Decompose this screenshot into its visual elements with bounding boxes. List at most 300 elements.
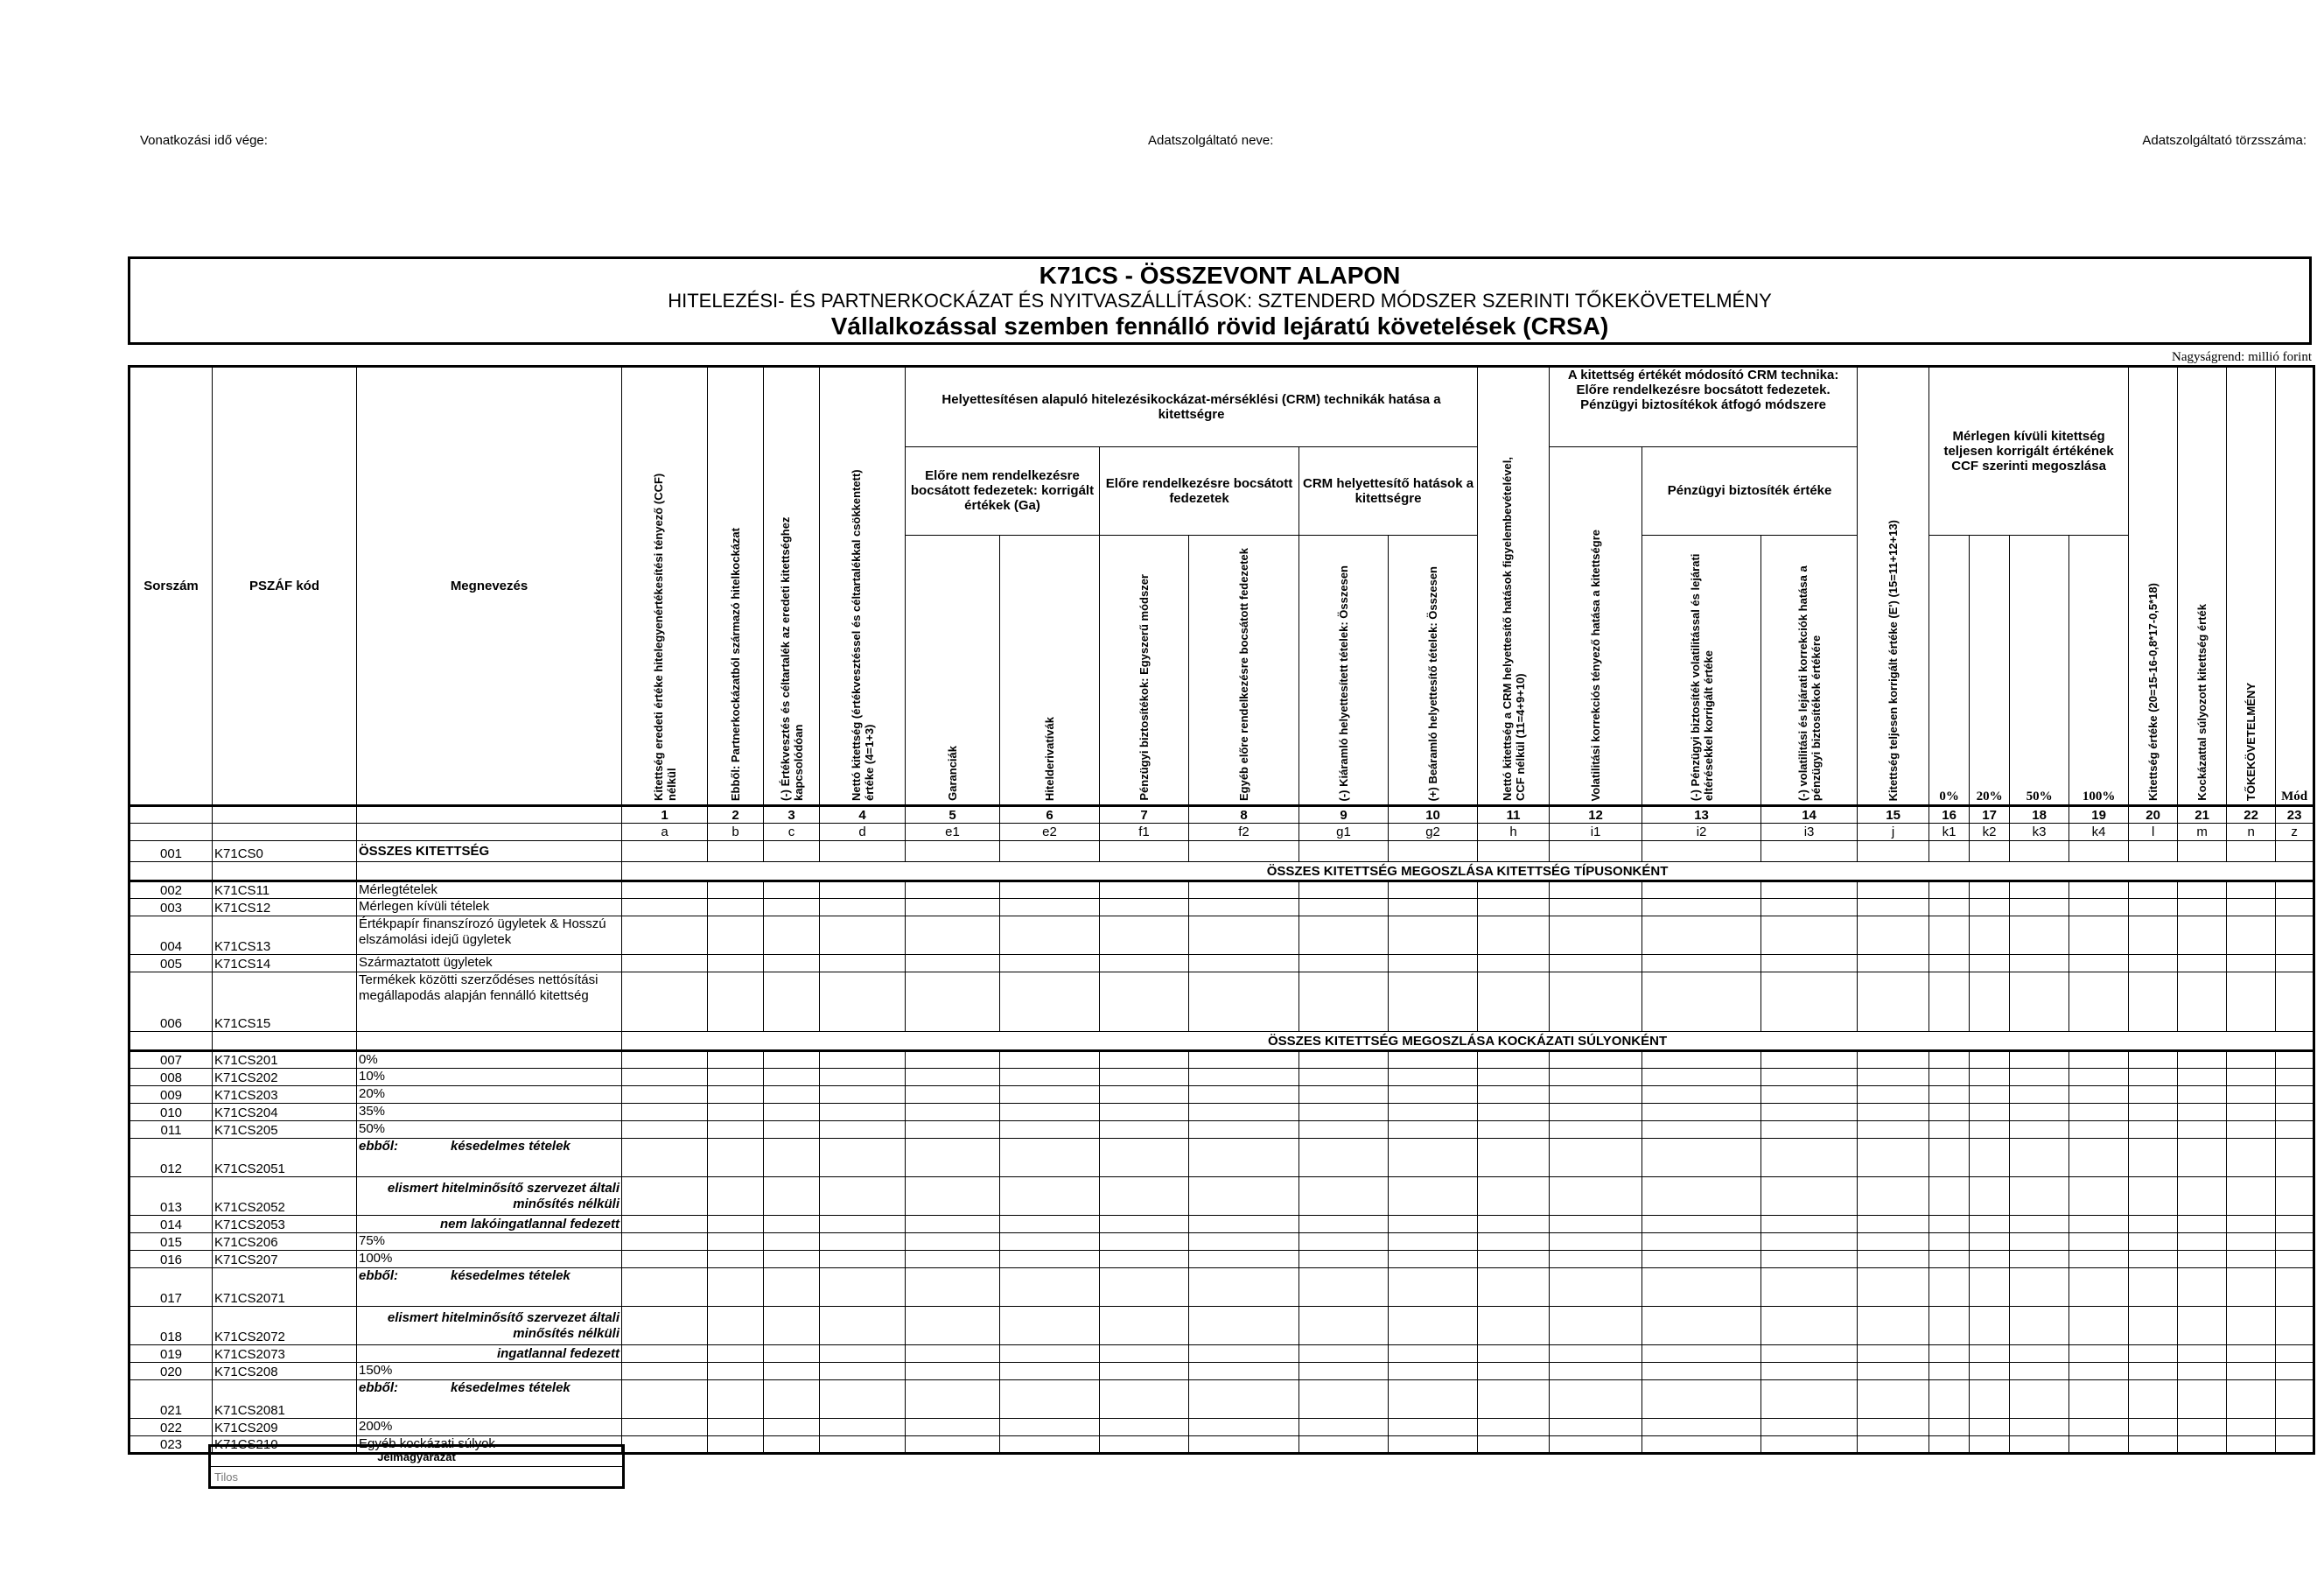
value-cell[interactable] (1761, 1086, 1858, 1104)
value-cell[interactable] (2010, 1216, 2069, 1233)
value-cell[interactable] (2178, 1233, 2227, 1251)
value-cell[interactable] (2276, 1086, 2314, 1104)
value-cell[interactable] (2069, 1307, 2129, 1345)
value-cell[interactable] (2010, 1251, 2069, 1268)
value-cell[interactable] (2178, 1086, 2227, 1104)
value-cell[interactable] (2178, 1216, 2227, 1233)
value-cell[interactable] (1389, 955, 1478, 972)
value-cell[interactable] (1389, 1307, 1478, 1345)
value-cell[interactable] (2129, 1216, 2178, 1233)
value-cell[interactable] (1761, 1177, 1858, 1216)
value-cell[interactable] (820, 1307, 906, 1345)
value-cell[interactable] (764, 1436, 820, 1454)
value-cell[interactable] (1389, 881, 1478, 899)
value-cell[interactable] (1970, 1233, 2010, 1251)
value-cell[interactable] (1478, 1086, 1550, 1104)
value-cell[interactable] (2276, 1216, 2314, 1233)
value-cell[interactable] (1929, 1086, 1970, 1104)
value-cell[interactable] (2178, 1380, 2227, 1419)
value-cell[interactable] (1100, 1069, 1189, 1086)
value-cell[interactable] (1642, 1069, 1761, 1086)
value-cell[interactable] (1478, 841, 1550, 862)
value-cell[interactable] (1189, 1436, 1299, 1454)
value-cell[interactable] (622, 1051, 708, 1069)
value-cell[interactable] (1858, 1436, 1929, 1454)
value-cell[interactable] (2010, 1104, 2069, 1121)
value-cell[interactable] (1478, 1177, 1550, 1216)
value-cell[interactable] (1929, 916, 1970, 955)
value-cell[interactable] (2227, 1363, 2276, 1380)
value-cell[interactable] (2178, 1104, 2227, 1121)
value-cell[interactable] (1389, 1216, 1478, 1233)
value-cell[interactable] (1858, 1216, 1929, 1233)
value-cell[interactable] (1858, 1104, 1929, 1121)
value-cell[interactable] (1550, 1419, 1642, 1436)
value-cell[interactable] (1189, 1121, 1299, 1139)
value-cell[interactable] (2069, 1086, 2129, 1104)
value-cell[interactable] (2227, 1233, 2276, 1251)
value-cell[interactable] (1389, 1121, 1478, 1139)
value-cell[interactable] (1100, 1345, 1189, 1363)
value-cell[interactable] (1642, 1121, 1761, 1139)
value-cell[interactable] (2129, 1051, 2178, 1069)
value-cell[interactable] (2010, 916, 2069, 955)
value-cell[interactable] (1000, 1051, 1100, 1069)
value-cell[interactable] (764, 1251, 820, 1268)
value-cell[interactable] (1389, 972, 1478, 1032)
value-cell[interactable] (622, 1307, 708, 1345)
value-cell[interactable] (1478, 1139, 1550, 1177)
value-cell[interactable] (1189, 1069, 1299, 1086)
value-cell[interactable] (708, 1380, 764, 1419)
value-cell[interactable] (2069, 1051, 2129, 1069)
value-cell[interactable] (906, 1216, 1000, 1233)
value-cell[interactable] (2178, 1345, 2227, 1363)
value-cell[interactable] (1100, 1086, 1189, 1104)
value-cell[interactable] (1000, 1086, 1100, 1104)
value-cell[interactable] (708, 1419, 764, 1436)
value-cell[interactable] (1189, 899, 1299, 916)
value-cell[interactable] (764, 972, 820, 1032)
value-cell[interactable] (1550, 1051, 1642, 1069)
value-cell[interactable] (2129, 1177, 2178, 1216)
value-cell[interactable] (1389, 1104, 1478, 1121)
value-cell[interactable] (906, 881, 1000, 899)
value-cell[interactable] (820, 916, 906, 955)
value-cell[interactable] (1858, 1086, 1929, 1104)
value-cell[interactable] (1761, 1363, 1858, 1380)
value-cell[interactable] (2069, 841, 2129, 862)
value-cell[interactable] (2178, 1069, 2227, 1086)
value-cell[interactable] (2129, 899, 2178, 916)
value-cell[interactable] (2129, 1139, 2178, 1177)
value-cell[interactable] (820, 1069, 906, 1086)
value-cell[interactable] (1761, 955, 1858, 972)
value-cell[interactable] (2069, 1436, 2129, 1454)
value-cell[interactable] (764, 1177, 820, 1216)
value-cell[interactable] (2178, 955, 2227, 972)
value-cell[interactable] (708, 881, 764, 899)
value-cell[interactable] (2069, 1216, 2129, 1233)
value-cell[interactable] (1000, 1436, 1100, 1454)
value-cell[interactable] (622, 916, 708, 955)
value-cell[interactable] (1929, 1233, 1970, 1251)
value-cell[interactable] (1970, 1177, 2010, 1216)
value-cell[interactable] (820, 955, 906, 972)
value-cell[interactable] (2010, 955, 2069, 972)
value-cell[interactable] (1299, 1363, 1389, 1380)
value-cell[interactable] (1478, 1233, 1550, 1251)
value-cell[interactable] (2227, 1121, 2276, 1139)
value-cell[interactable] (2178, 841, 2227, 862)
value-cell[interactable] (622, 1177, 708, 1216)
value-cell[interactable] (1550, 1268, 1642, 1307)
value-cell[interactable] (1642, 1251, 1761, 1268)
value-cell[interactable] (1000, 955, 1100, 972)
value-cell[interactable] (1642, 1233, 1761, 1251)
value-cell[interactable] (1970, 916, 2010, 955)
value-cell[interactable] (708, 841, 764, 862)
value-cell[interactable] (2227, 1086, 2276, 1104)
value-cell[interactable] (1642, 841, 1761, 862)
value-cell[interactable] (1100, 841, 1189, 862)
value-cell[interactable] (1550, 1139, 1642, 1177)
value-cell[interactable] (1970, 1307, 2010, 1345)
value-cell[interactable] (1642, 916, 1761, 955)
value-cell[interactable] (1550, 1380, 1642, 1419)
value-cell[interactable] (1299, 1345, 1389, 1363)
value-cell[interactable] (1858, 972, 1929, 1032)
value-cell[interactable] (906, 1268, 1000, 1307)
value-cell[interactable] (2227, 972, 2276, 1032)
value-cell[interactable] (1478, 1307, 1550, 1345)
value-cell[interactable] (2010, 1436, 2069, 1454)
value-cell[interactable] (1970, 1104, 2010, 1121)
value-cell[interactable] (1858, 1268, 1929, 1307)
value-cell[interactable] (820, 1121, 906, 1139)
value-cell[interactable] (1858, 1363, 1929, 1380)
value-cell[interactable] (1478, 899, 1550, 916)
value-cell[interactable] (764, 1419, 820, 1436)
value-cell[interactable] (1299, 1233, 1389, 1251)
value-cell[interactable] (1478, 1363, 1550, 1380)
value-cell[interactable] (820, 1216, 906, 1233)
value-cell[interactable] (2069, 955, 2129, 972)
value-cell[interactable] (1100, 1380, 1189, 1419)
value-cell[interactable] (1389, 1363, 1478, 1380)
value-cell[interactable] (1299, 1268, 1389, 1307)
value-cell[interactable] (1761, 1436, 1858, 1454)
value-cell[interactable] (764, 955, 820, 972)
value-cell[interactable] (1858, 1069, 1929, 1086)
value-cell[interactable] (2129, 1233, 2178, 1251)
value-cell[interactable] (1929, 955, 1970, 972)
value-cell[interactable] (820, 1233, 906, 1251)
value-cell[interactable] (820, 972, 906, 1032)
value-cell[interactable] (2010, 972, 2069, 1032)
value-cell[interactable] (1761, 1380, 1858, 1419)
value-cell[interactable] (622, 1121, 708, 1139)
value-cell[interactable] (1929, 1139, 1970, 1177)
value-cell[interactable] (764, 1086, 820, 1104)
value-cell[interactable] (1299, 1380, 1389, 1419)
value-cell[interactable] (1550, 916, 1642, 955)
value-cell[interactable] (1189, 1233, 1299, 1251)
value-cell[interactable] (2069, 1345, 2129, 1363)
value-cell[interactable] (708, 899, 764, 916)
value-cell[interactable] (2178, 1419, 2227, 1436)
value-cell[interactable] (1929, 1345, 1970, 1363)
value-cell[interactable] (764, 916, 820, 955)
value-cell[interactable] (1550, 881, 1642, 899)
value-cell[interactable] (1858, 841, 1929, 862)
value-cell[interactable] (2010, 1380, 2069, 1419)
value-cell[interactable] (708, 1233, 764, 1251)
value-cell[interactable] (1642, 1051, 1761, 1069)
value-cell[interactable] (2227, 1268, 2276, 1307)
value-cell[interactable] (1550, 1086, 1642, 1104)
value-cell[interactable] (1970, 1086, 2010, 1104)
value-cell[interactable] (1929, 1436, 1970, 1454)
value-cell[interactable] (1761, 1139, 1858, 1177)
value-cell[interactable] (2129, 1345, 2178, 1363)
value-cell[interactable] (2069, 1233, 2129, 1251)
value-cell[interactable] (1761, 1121, 1858, 1139)
value-cell[interactable] (708, 1216, 764, 1233)
value-cell[interactable] (2276, 1233, 2314, 1251)
value-cell[interactable] (1642, 1268, 1761, 1307)
value-cell[interactable] (1761, 1216, 1858, 1233)
value-cell[interactable] (1299, 972, 1389, 1032)
value-cell[interactable] (1550, 972, 1642, 1032)
value-cell[interactable] (708, 1363, 764, 1380)
value-cell[interactable] (1189, 955, 1299, 972)
value-cell[interactable] (906, 1139, 1000, 1177)
value-cell[interactable] (2276, 1436, 2314, 1454)
value-cell[interactable] (2276, 1345, 2314, 1363)
value-cell[interactable] (2227, 1069, 2276, 1086)
value-cell[interactable] (622, 1363, 708, 1380)
value-cell[interactable] (1000, 916, 1100, 955)
value-cell[interactable] (2227, 1051, 2276, 1069)
value-cell[interactable] (1000, 841, 1100, 862)
value-cell[interactable] (1929, 1251, 1970, 1268)
value-cell[interactable] (1550, 1363, 1642, 1380)
value-cell[interactable] (1478, 1251, 1550, 1268)
value-cell[interactable] (2276, 841, 2314, 862)
value-cell[interactable] (622, 1436, 708, 1454)
value-cell[interactable] (820, 1051, 906, 1069)
value-cell[interactable] (622, 1233, 708, 1251)
value-cell[interactable] (1478, 1104, 1550, 1121)
value-cell[interactable] (2010, 1177, 2069, 1216)
value-cell[interactable] (820, 1363, 906, 1380)
value-cell[interactable] (1550, 1216, 1642, 1233)
value-cell[interactable] (1970, 1251, 2010, 1268)
value-cell[interactable] (1100, 1233, 1189, 1251)
value-cell[interactable] (2227, 1177, 2276, 1216)
value-cell[interactable] (1189, 1363, 1299, 1380)
value-cell[interactable] (1761, 1104, 1858, 1121)
value-cell[interactable] (1478, 972, 1550, 1032)
value-cell[interactable] (1642, 1216, 1761, 1233)
value-cell[interactable] (1929, 1419, 1970, 1436)
value-cell[interactable] (1970, 1216, 2010, 1233)
value-cell[interactable] (1100, 899, 1189, 916)
value-cell[interactable] (1189, 841, 1299, 862)
value-cell[interactable] (1970, 1345, 2010, 1363)
value-cell[interactable] (1189, 1307, 1299, 1345)
value-cell[interactable] (1389, 1345, 1478, 1363)
value-cell[interactable] (906, 1069, 1000, 1086)
value-cell[interactable] (2178, 881, 2227, 899)
value-cell[interactable] (1929, 1363, 1970, 1380)
value-cell[interactable] (1761, 1307, 1858, 1345)
value-cell[interactable] (708, 972, 764, 1032)
value-cell[interactable] (1478, 1051, 1550, 1069)
value-cell[interactable] (1858, 1380, 1929, 1419)
value-cell[interactable] (1642, 1177, 1761, 1216)
value-cell[interactable] (1189, 972, 1299, 1032)
value-cell[interactable] (764, 1345, 820, 1363)
value-cell[interactable] (1642, 1139, 1761, 1177)
value-cell[interactable] (1389, 1069, 1478, 1086)
value-cell[interactable] (1970, 1380, 2010, 1419)
value-cell[interactable] (1478, 1069, 1550, 1086)
value-cell[interactable] (2010, 1139, 2069, 1177)
value-cell[interactable] (906, 1121, 1000, 1139)
value-cell[interactable] (1000, 1216, 1100, 1233)
value-cell[interactable] (2276, 1380, 2314, 1419)
value-cell[interactable] (764, 881, 820, 899)
value-cell[interactable] (764, 1051, 820, 1069)
value-cell[interactable] (1858, 1251, 1929, 1268)
value-cell[interactable] (2069, 1251, 2129, 1268)
value-cell[interactable] (708, 1051, 764, 1069)
value-cell[interactable] (622, 1069, 708, 1086)
value-cell[interactable] (2069, 916, 2129, 955)
value-cell[interactable] (2276, 899, 2314, 916)
value-cell[interactable] (1389, 1051, 1478, 1069)
value-cell[interactable] (2069, 1177, 2129, 1216)
value-cell[interactable] (1000, 1380, 1100, 1419)
value-cell[interactable] (708, 1121, 764, 1139)
value-cell[interactable] (1299, 955, 1389, 972)
value-cell[interactable] (1389, 1380, 1478, 1419)
value-cell[interactable] (622, 955, 708, 972)
value-cell[interactable] (1858, 1307, 1929, 1345)
value-cell[interactable] (906, 955, 1000, 972)
value-cell[interactable] (764, 1121, 820, 1139)
value-cell[interactable] (1970, 1121, 2010, 1139)
value-cell[interactable] (1761, 1233, 1858, 1251)
value-cell[interactable] (1642, 972, 1761, 1032)
value-cell[interactable] (1550, 1251, 1642, 1268)
value-cell[interactable] (2276, 916, 2314, 955)
value-cell[interactable] (820, 1345, 906, 1363)
value-cell[interactable] (622, 1380, 708, 1419)
value-cell[interactable] (1761, 1251, 1858, 1268)
value-cell[interactable] (1642, 1104, 1761, 1121)
value-cell[interactable] (2276, 1139, 2314, 1177)
value-cell[interactable] (2010, 1363, 2069, 1380)
value-cell[interactable] (1761, 1345, 1858, 1363)
value-cell[interactable] (1858, 1177, 1929, 1216)
value-cell[interactable] (1970, 1363, 2010, 1380)
value-cell[interactable] (1550, 899, 1642, 916)
value-cell[interactable] (1642, 899, 1761, 916)
value-cell[interactable] (906, 1104, 1000, 1121)
value-cell[interactable] (1929, 1069, 1970, 1086)
value-cell[interactable] (2276, 1051, 2314, 1069)
value-cell[interactable] (1478, 1216, 1550, 1233)
value-cell[interactable] (2129, 1436, 2178, 1454)
value-cell[interactable] (1858, 1233, 1929, 1251)
value-cell[interactable] (1100, 955, 1189, 972)
value-cell[interactable] (1550, 955, 1642, 972)
value-cell[interactable] (1970, 1268, 2010, 1307)
value-cell[interactable] (2129, 1251, 2178, 1268)
value-cell[interactable] (2227, 1419, 2276, 1436)
value-cell[interactable] (1000, 1363, 1100, 1380)
value-cell[interactable] (1189, 916, 1299, 955)
value-cell[interactable] (906, 972, 1000, 1032)
value-cell[interactable] (1550, 1307, 1642, 1345)
value-cell[interactable] (1189, 1268, 1299, 1307)
value-cell[interactable] (1929, 841, 1970, 862)
value-cell[interactable] (820, 881, 906, 899)
value-cell[interactable] (2227, 841, 2276, 862)
value-cell[interactable] (1189, 1104, 1299, 1121)
value-cell[interactable] (622, 1104, 708, 1121)
value-cell[interactable] (2069, 1419, 2129, 1436)
value-cell[interactable] (2227, 1251, 2276, 1268)
value-cell[interactable] (1389, 1139, 1478, 1177)
value-cell[interactable] (2069, 972, 2129, 1032)
value-cell[interactable] (1858, 899, 1929, 916)
value-cell[interactable] (1761, 1051, 1858, 1069)
value-cell[interactable] (1100, 881, 1189, 899)
value-cell[interactable] (2276, 1419, 2314, 1436)
value-cell[interactable] (2276, 1177, 2314, 1216)
value-cell[interactable] (1970, 972, 2010, 1032)
value-cell[interactable] (2178, 1139, 2227, 1177)
value-cell[interactable] (708, 1177, 764, 1216)
value-cell[interactable] (1642, 1086, 1761, 1104)
value-cell[interactable] (2069, 1268, 2129, 1307)
value-cell[interactable] (1929, 1177, 1970, 1216)
value-cell[interactable] (1189, 1419, 1299, 1436)
value-cell[interactable] (2129, 1307, 2178, 1345)
value-cell[interactable] (820, 1177, 906, 1216)
value-cell[interactable] (1478, 881, 1550, 899)
value-cell[interactable] (1299, 899, 1389, 916)
value-cell[interactable] (1929, 1380, 1970, 1419)
value-cell[interactable] (1100, 1436, 1189, 1454)
value-cell[interactable] (2010, 1051, 2069, 1069)
value-cell[interactable] (1642, 1363, 1761, 1380)
value-cell[interactable] (820, 841, 906, 862)
value-cell[interactable] (2129, 841, 2178, 862)
value-cell[interactable] (1550, 841, 1642, 862)
value-cell[interactable] (1299, 1216, 1389, 1233)
value-cell[interactable] (2010, 1307, 2069, 1345)
value-cell[interactable] (1389, 899, 1478, 916)
value-cell[interactable] (1000, 1419, 1100, 1436)
value-cell[interactable] (2178, 899, 2227, 916)
value-cell[interactable] (708, 1139, 764, 1177)
value-cell[interactable] (1478, 1419, 1550, 1436)
